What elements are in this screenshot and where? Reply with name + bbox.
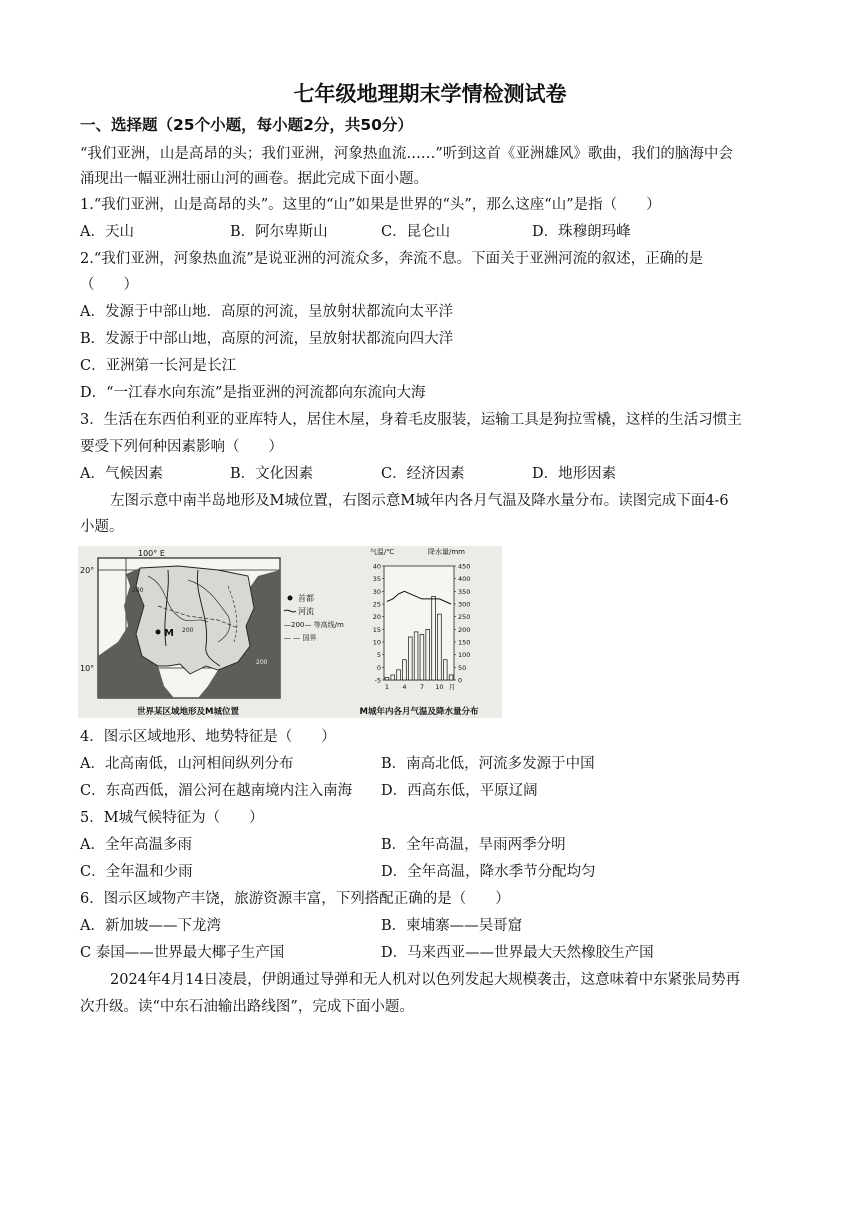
precipitation-bar [385, 677, 389, 680]
q3-option-a: A．气候因素 [80, 466, 163, 482]
q4-option-b: B．南高北低，河流多发源于中国 [381, 756, 595, 772]
longitude-label: 100° E [138, 549, 165, 558]
legend-capital: 首都 [298, 594, 314, 603]
left-tick-label: 40 [372, 562, 381, 571]
q1-option-a: A．天山 [80, 224, 134, 240]
q5-option-d: D．全年高温，降水季节分配均匀 [381, 864, 596, 880]
question-6-stem: 6．图示区域物产丰饶，旅游资源丰富，下列搭配正确的是（ ） [80, 891, 510, 907]
question-1-stem: 1.“我们亚洲，山是高昂的头”。这里的“山”如果是世界的“头”，那么这座“山”是指（ ） [80, 197, 661, 213]
figure-panel [78, 546, 502, 718]
legend-contour: —200— 等高线/m [284, 621, 344, 629]
legend-river: 河流 [298, 607, 314, 616]
left-axis-label: 气温/℃ [370, 548, 395, 556]
right-tick-label: 450 [458, 562, 471, 571]
x-tick-label: 10 [435, 683, 444, 691]
map-caption: 世界某区域地形及M城位置 [137, 707, 239, 717]
right-tick-label: 300 [458, 600, 471, 609]
q3-option-c: C．经济因素 [381, 466, 465, 482]
left-tick-label: 25 [372, 600, 381, 609]
precipitation-bar [408, 637, 412, 680]
x-tick-label: 1 [384, 683, 389, 691]
x-tick-label: 7 [419, 683, 424, 691]
left-tick-label: -5 [374, 676, 381, 685]
precipitation-bar [397, 670, 401, 680]
intro-paragraph-line: 小题。 [80, 519, 124, 535]
right-tick-label: 50 [458, 663, 467, 672]
left-tick-label: 5 [376, 651, 381, 660]
q6-option-b: B．柬埔寨——吴哥窟 [381, 918, 523, 934]
left-tick-label: 15 [372, 625, 381, 634]
q6-option-a: A．新加坡——下龙湾 [80, 918, 221, 934]
city-m-label: M [164, 628, 174, 639]
x-tick-label: 4 [402, 683, 407, 691]
q4-option-c: C．东高西低，湄公河在越南境内注入南海 [80, 783, 353, 799]
precipitation-bar [426, 629, 430, 680]
contour-label: 200 [132, 587, 144, 594]
intro-paragraph-line: 次升级。读“中东石油输出路线图”，完成下面小题。 [80, 999, 414, 1015]
latitude-label: 10° [80, 664, 95, 673]
intro-paragraph-line: 涌现出一幅亚洲壮丽山河的画卷。据此完成下面小题。 [80, 171, 428, 187]
question-2-stem-cont: （ ） [80, 277, 138, 293]
contour-label: 200 [182, 627, 194, 634]
precipitation-bar [391, 675, 395, 680]
right-tick-label: 150 [458, 638, 471, 647]
q6-option-c: C 泰国——世界最大椰子生产国 [80, 945, 285, 961]
q2-option-a: A．发源于中部山地．高原的河流，呈放射状都流向太平洋 [80, 304, 453, 320]
precipitation-bar [449, 675, 453, 680]
question-2-stem: 2.“我们亚洲，河象热血流”是说亚洲的河流众多，奔流不息。下面关于亚洲河流的叙述，正确的是 [80, 251, 704, 267]
chart-caption: M城年内各月气温及降水量分布 [359, 707, 479, 717]
intro-paragraph-line: “我们亚洲，山是高昂的头；我们亚洲，河象热血流……”听到这首《亚洲雄风》歌曲，我们的脑海中会 [80, 146, 733, 162]
q1-option-d: D．珠穆朗玛峰 [532, 224, 631, 240]
q5-option-c: C．全年温和少雨 [80, 864, 193, 880]
q5-option-b: B．全年高温，旱雨两季分明 [381, 837, 566, 853]
q3-option-b: B．文化因素 [230, 466, 314, 482]
latitude-label: 20° [80, 566, 95, 575]
x-tick-label: 月 [448, 683, 456, 691]
q1-option-b: B．阿尔卑斯山 [230, 224, 328, 240]
precipitation-bar [438, 614, 442, 680]
precipitation-bar [403, 660, 407, 680]
right-tick-label: 100 [458, 651, 471, 660]
q2-option-b: B．发源于中部山地，高原的河流，呈放射状都流向四大洋 [80, 331, 454, 347]
precipitation-bar [432, 596, 436, 680]
left-tick-label: 30 [372, 587, 381, 596]
q4-option-d: D．西高东低，平原辽阔 [381, 783, 538, 799]
section-heading: 一、选择题（25个小题，每小题2分，共50分） [80, 116, 413, 134]
page-title: 七年级地理期末学情检测试卷 [293, 82, 567, 106]
q4-option-a: A．北高南低，山河相间纵列分布 [80, 756, 294, 772]
precipitation-bar [414, 632, 418, 680]
right-tick-label: 200 [458, 625, 471, 634]
intro-paragraph-line: 左图示意中南半岛地形及M城位置，右图示意M城年内各月气温及降水量分布。读图完成下面4-6 [110, 493, 729, 509]
q3-option-d: D．地形因素 [532, 466, 617, 482]
intro-paragraph-line: 2024年4月14日凌晨，伊朗通过导弹和无人机对以色列发起大规模袭击，这意味着中东紧张局势再 [110, 972, 741, 988]
question-3-stem-cont: 要受下列何种因素影响（ ） [80, 439, 283, 455]
left-tick-label: 10 [372, 638, 381, 647]
contour-label: 200 [256, 659, 268, 666]
q2-option-d: D．“一江春水向东流”是指亚洲的河流都向东流向大海 [80, 385, 426, 401]
q1-option-c: C．昆仑山 [381, 224, 451, 240]
legend-border: — — 国界 [284, 634, 317, 642]
region-map [78, 546, 502, 718]
question-3-stem: 3．生活在东西伯利亚的亚库特人，居住木屋，身着毛皮服装，运输工具是狗拉雪橇，这样的生活习惯主 [80, 412, 742, 428]
q6-option-d: D．马来西亚——世界最大天然橡胶生产国 [381, 945, 654, 961]
question-4-stem: 4．图示区域地形、地势特征是（ ） [80, 729, 336, 745]
left-tick-label: 20 [372, 613, 381, 622]
city-m-marker [156, 630, 161, 635]
right-tick-label: 0 [458, 676, 463, 685]
question-5-stem: 5．M城气候特征为（ ） [80, 810, 264, 826]
right-tick-label: 400 [458, 575, 471, 584]
left-tick-label: 0 [376, 663, 381, 672]
precipitation-bar [443, 660, 447, 680]
precipitation-bar [420, 634, 424, 680]
q2-option-c: C．亚洲第一长河是长江 [80, 358, 237, 374]
right-tick-label: 350 [458, 587, 471, 596]
q5-option-a: A．全年高温多雨 [80, 837, 192, 853]
left-tick-label: 35 [372, 575, 381, 584]
right-axis-label: 降水量/mm [428, 548, 465, 556]
right-tick-label: 250 [458, 613, 471, 622]
